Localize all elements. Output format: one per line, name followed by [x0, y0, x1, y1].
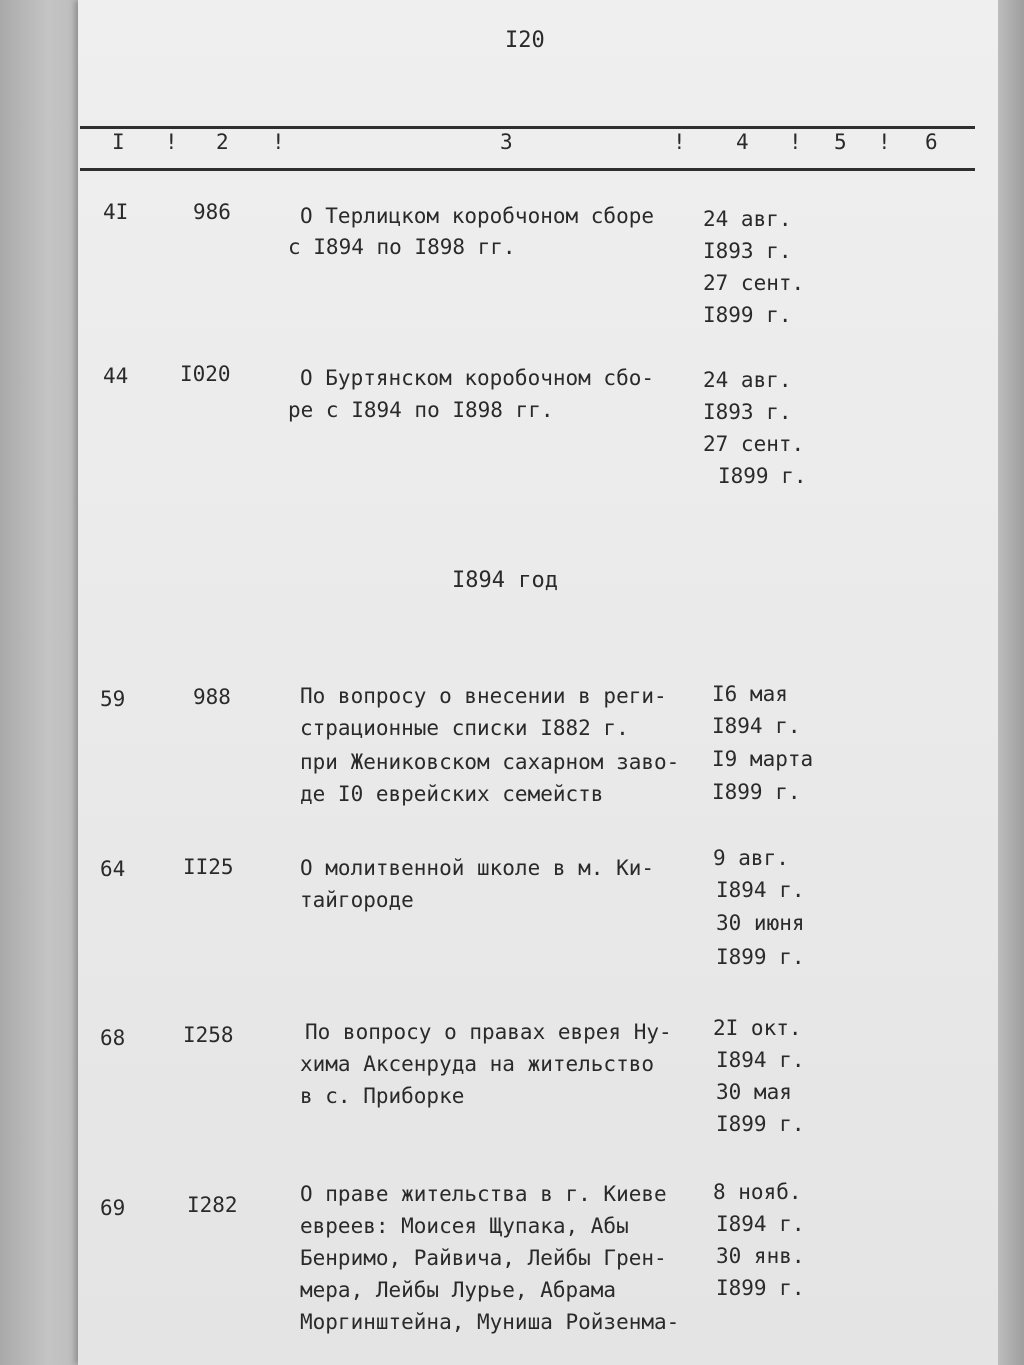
- header-rule-top: [80, 126, 975, 129]
- right-page-edge: [998, 0, 1024, 1365]
- row-title-line: О Буртянском коробочном сбо-: [300, 366, 655, 390]
- file-number: I282: [187, 1193, 238, 1217]
- row-number: 59: [100, 687, 126, 711]
- header-rule-bottom: [80, 168, 975, 171]
- row-title-line: мера, Лейбы Лурье, Абрама: [300, 1278, 617, 1302]
- file-number: 986: [193, 200, 231, 224]
- page-number: I20: [505, 28, 545, 53]
- header-col-2: 2: [216, 130, 229, 154]
- row-title-line: страционные списки I882 г.: [300, 716, 629, 740]
- row-date-line: 9 авг.: [713, 846, 789, 870]
- row-date-line: I893 г.: [703, 239, 792, 263]
- row-title-line: ре с I894 по I898 гг.: [288, 398, 554, 422]
- header-col-1: I: [112, 130, 125, 154]
- row-title-line: в с. Приборке: [300, 1084, 465, 1108]
- header-sep: !: [165, 130, 178, 154]
- row-title-line: О молитвенной школе в м. Ки-: [300, 856, 655, 880]
- row-title-line: По вопросу о внесении в реги-: [300, 684, 667, 708]
- row-date-line: 30 янв.: [716, 1244, 805, 1268]
- row-number: 69: [100, 1196, 126, 1220]
- row-number: 4I: [103, 200, 129, 224]
- header-sep: !: [878, 130, 891, 154]
- row-title-line: тайгороде: [300, 888, 414, 912]
- row-date-line: 27 сент.: [703, 271, 805, 295]
- row-title-line: при Жениковском сахарном заво-: [300, 750, 680, 774]
- section-year-heading: I894 год: [452, 568, 558, 593]
- header-col-3: 3: [500, 130, 513, 154]
- row-title-line: О праве жительства в г. Киеве: [300, 1182, 667, 1206]
- row-title-line: де I0 еврейских семейств: [300, 782, 604, 806]
- row-title-line: По вопросу о правах еврея Ну-: [305, 1020, 672, 1044]
- row-date-line: I894 г.: [716, 1048, 805, 1072]
- file-number: I020: [180, 362, 231, 386]
- header-col-5: 5: [834, 130, 847, 154]
- row-date-line: 8 нояб.: [713, 1180, 802, 1204]
- row-date-line: 27 сент.: [703, 432, 805, 456]
- row-title-line: евреев: Моисея Щупака, Абы: [300, 1214, 629, 1238]
- header-col-4: 4: [736, 130, 749, 154]
- row-number: 68: [100, 1026, 126, 1050]
- header-col-6: 6: [925, 130, 938, 154]
- row-title-line: Моргинштейна, Муниша Ройзенма-: [300, 1310, 680, 1334]
- row-date-line: 30 июня: [716, 911, 805, 935]
- row-number: 64: [100, 857, 126, 881]
- row-title-line: Бенримо, Райвича, Лейбы Грен-: [300, 1246, 667, 1270]
- row-date-line: I893 г.: [703, 400, 792, 424]
- row-date-line: I899 г.: [703, 303, 792, 327]
- row-title-line: хима Аксенруда на жительство: [300, 1052, 655, 1076]
- left-page-edge: [0, 0, 80, 1365]
- row-title-line: с I894 по I898 гг.: [288, 235, 516, 259]
- row-date-line: 24 авг.: [703, 368, 792, 392]
- row-date-line: 30 мая: [716, 1080, 792, 1104]
- row-date-line: I899 г.: [716, 1112, 805, 1136]
- row-date-line: 2I окт.: [713, 1016, 802, 1040]
- file-number: II25: [183, 855, 234, 879]
- row-date-line: I899 г.: [718, 464, 807, 488]
- row-date-line: I899 г.: [712, 780, 801, 804]
- row-date-line: I899 г.: [716, 945, 805, 969]
- row-date-line: I894 г.: [716, 878, 805, 902]
- row-date-line: I899 г.: [716, 1276, 805, 1300]
- row-title-line: О Терлицком коробчоном сборе: [300, 204, 655, 228]
- row-date-line: I894 г.: [716, 1212, 805, 1236]
- row-date-line: 24 авг.: [703, 207, 792, 231]
- row-date-line: I9 марта: [712, 747, 814, 771]
- file-number: I258: [183, 1023, 234, 1047]
- header-sep: !: [673, 130, 686, 154]
- header-sep: !: [789, 130, 802, 154]
- row-number: 44: [103, 364, 129, 388]
- header-sep: !: [272, 130, 285, 154]
- row-date-line: I894 г.: [712, 714, 801, 738]
- file-number: 988: [193, 685, 231, 709]
- row-date-line: I6 мая: [712, 682, 788, 706]
